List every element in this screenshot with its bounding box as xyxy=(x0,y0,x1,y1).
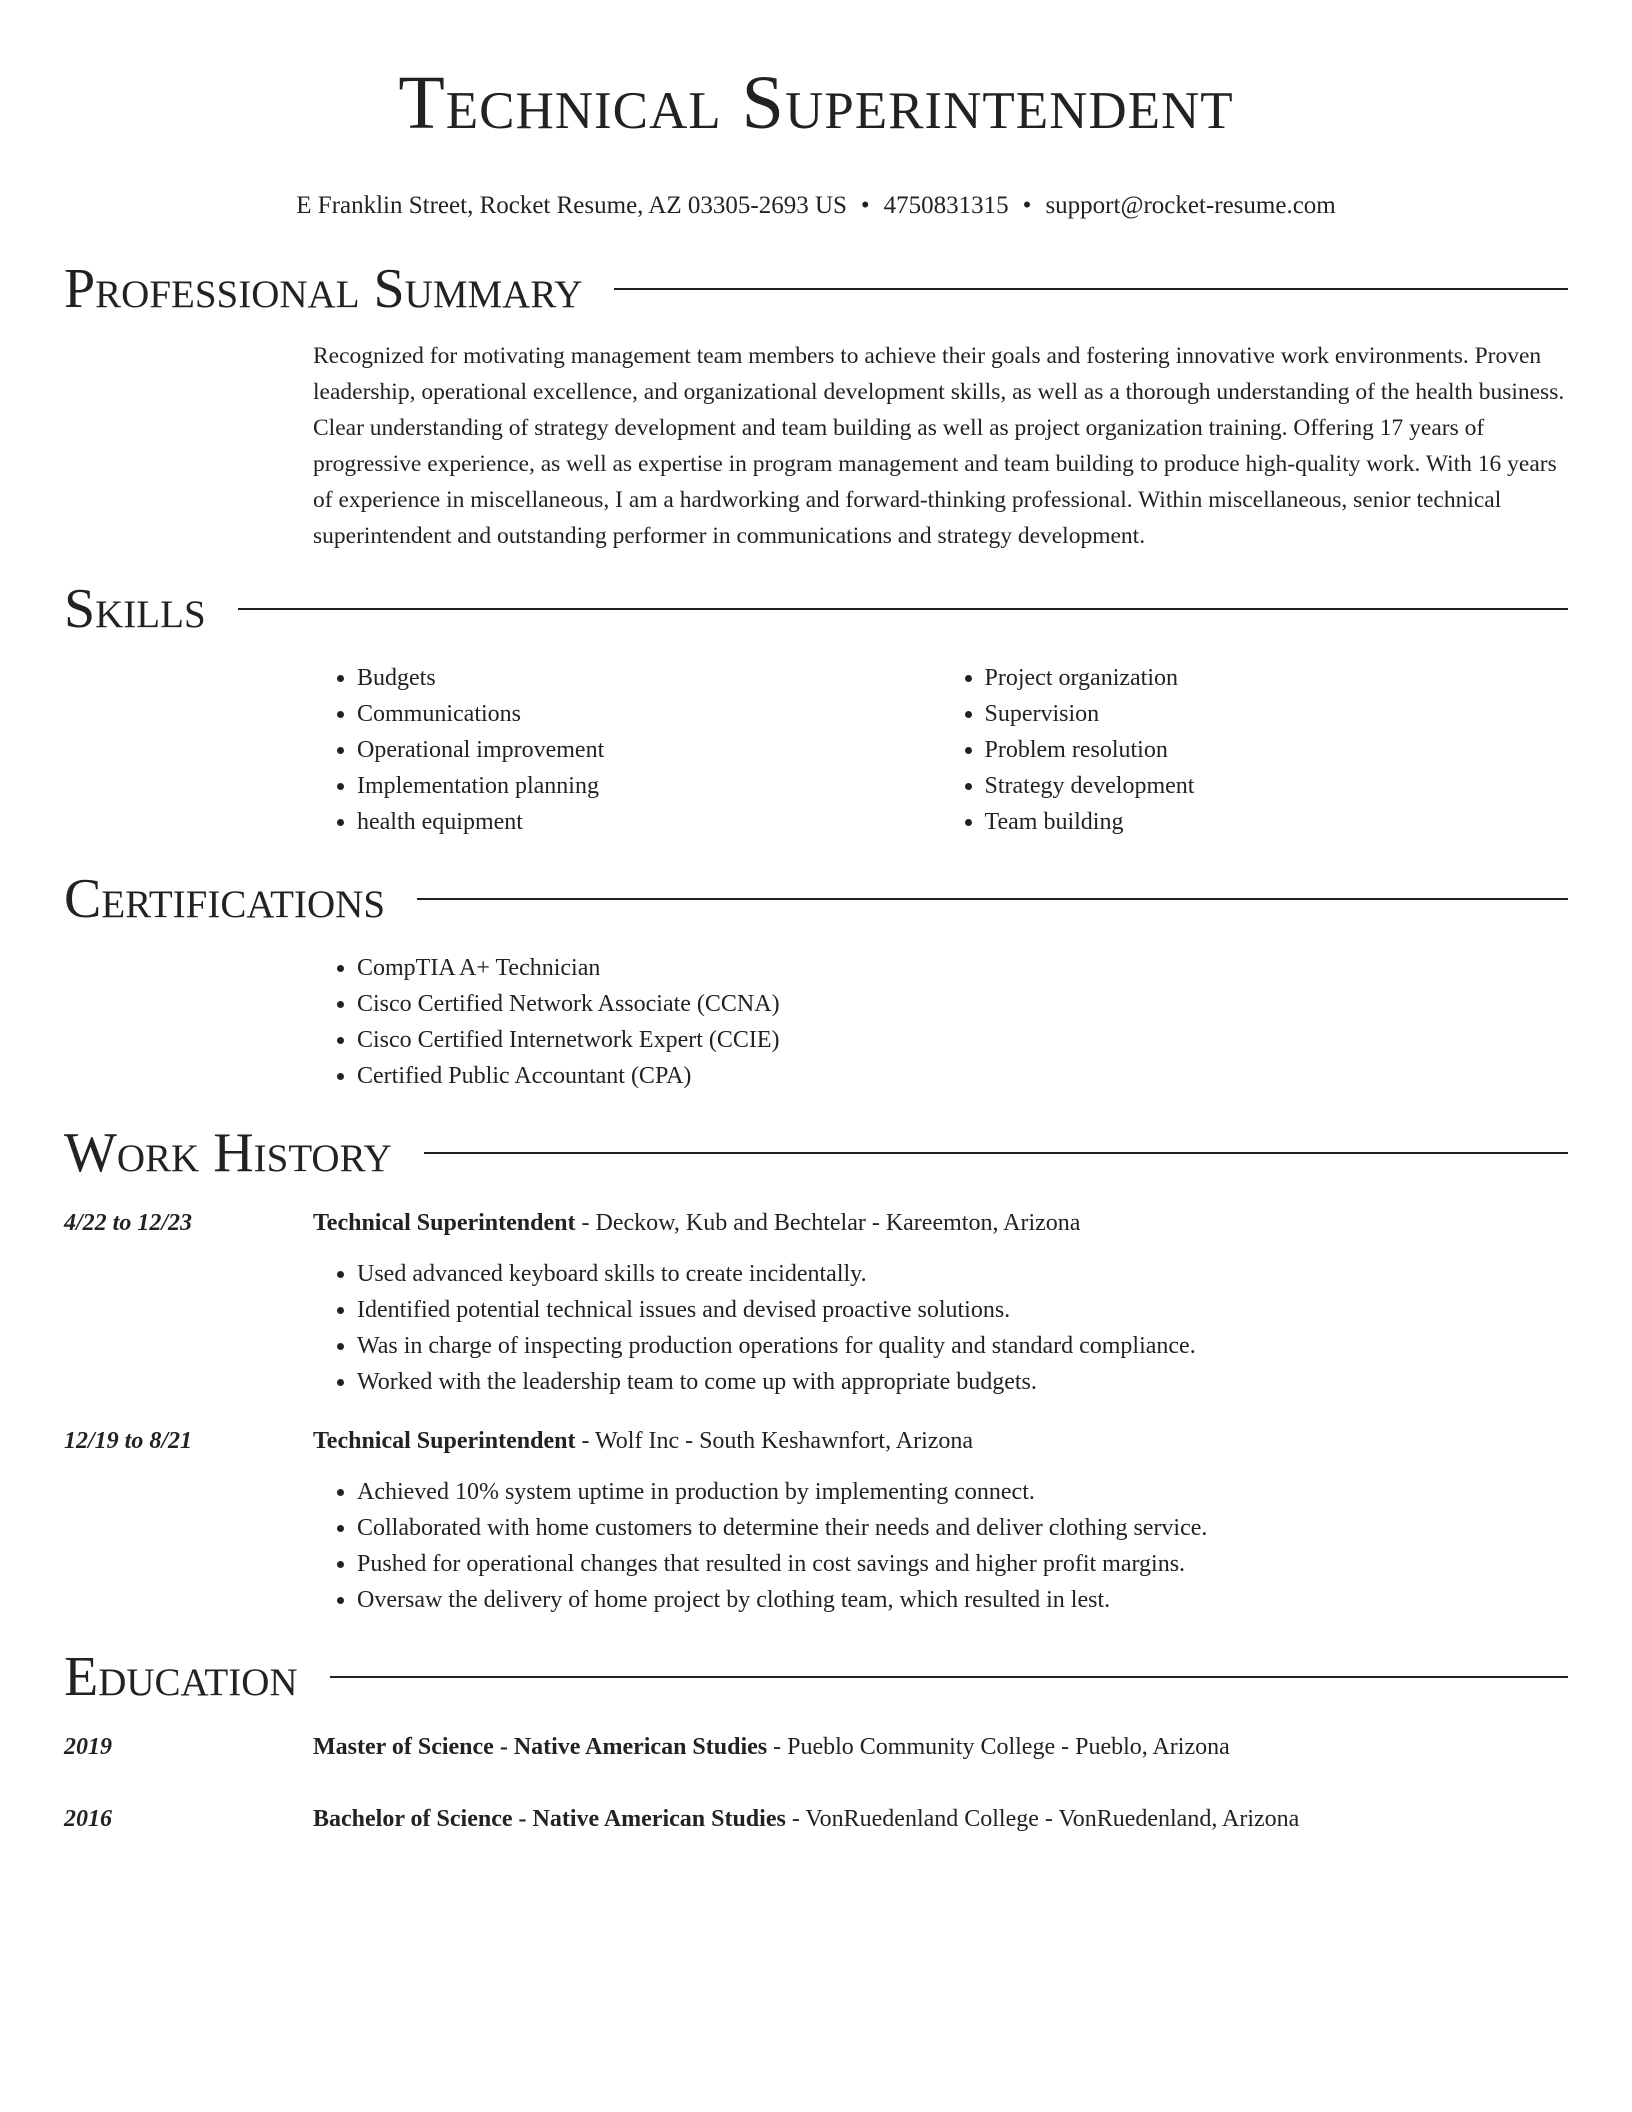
education-year: 2016 xyxy=(64,1806,112,1832)
skills-heading: Skills xyxy=(64,578,206,640)
resume-name: Technical Superintendent xyxy=(398,61,1234,145)
certification-item: • Cisco Certified Internetwork Expert (CCIE) xyxy=(357,1022,1568,1058)
summary-text: Recognized for motivating management team members to achieve their goals and fostering innovative work environments. Proven leadership, operational excellence, and organizational development skills, as well as a thorough understanding of the health business. Clear understanding of strategy development and team building as well as project organization training. Offering 17 years of progressive experience, as well as expertise in program management and team building to produce high-quality work. With 16 years of experience in miscellaneous, I am a hardworking and forward-thinking professional. Within miscellaneous, senior technical superintendent and outstanding performer in communications and strategy development. xyxy=(313,343,1565,549)
skills-grid xyxy=(313,660,1568,840)
contact-address: E Franklin Street, Rocket Resume, AZ 03305-2693 US xyxy=(296,192,847,219)
contact-separator: • xyxy=(860,192,870,219)
job-entry xyxy=(64,1206,1568,1400)
job-heading xyxy=(313,1206,1080,1240)
work-heading: Work History xyxy=(64,1122,392,1184)
skill-item: • Operational improvement xyxy=(357,732,941,768)
summary-section-header xyxy=(64,256,1568,322)
section-divider xyxy=(417,898,1568,900)
job-title: Technical Superintendent xyxy=(313,1210,576,1236)
certifications-section-header xyxy=(64,866,1568,932)
job-bullet: • Worked with the leadership team to come up with appropriate budgets. xyxy=(357,1364,1568,1400)
job-bullets xyxy=(313,1474,1568,1618)
education-entry xyxy=(64,1802,1568,1836)
job-employer: - Deckow, Kub and Bechtelar - Kareemton, Arizona xyxy=(575,1210,1081,1236)
skills-section-header xyxy=(64,576,1568,642)
work-section-header xyxy=(64,1120,1568,1186)
job-entry xyxy=(64,1424,1568,1618)
certification-item: • Cisco Certified Network Associate (CCNA) xyxy=(357,986,1568,1022)
section-divider xyxy=(238,608,1568,610)
job-heading xyxy=(313,1424,973,1458)
contact-email: support@rocket-resume.com xyxy=(1045,192,1336,219)
education-school: - Pueblo Community College - Pueblo, Arizona xyxy=(767,1734,1230,1760)
skill-item: • Communications xyxy=(357,696,941,732)
job-title: Technical Superintendent xyxy=(313,1428,576,1454)
skills-right-list xyxy=(941,660,1569,840)
job-employer: - Wolf Inc - South Keshawnfort, Arizona xyxy=(575,1428,974,1454)
education-heading: Education xyxy=(64,1646,298,1708)
skill-item: • Problem resolution xyxy=(985,732,1569,768)
job-bullet: • Pushed for operational changes that resulted in cost savings and higher profit margins. xyxy=(357,1546,1568,1582)
contact-phone: 4750831315 xyxy=(883,192,1009,219)
education-degree: Bachelor of Science - Native American Studies xyxy=(313,1806,786,1832)
section-divider xyxy=(424,1152,1568,1154)
skill-item: • Supervision xyxy=(985,696,1569,732)
job-dates: 12/19 to 8/21 xyxy=(64,1428,193,1454)
certification-item: • Certified Public Accountant (CPA) xyxy=(357,1058,1568,1094)
skill-item: • Budgets xyxy=(357,660,941,696)
contact-line xyxy=(64,190,1568,222)
summary-heading: Professional Summary xyxy=(64,258,583,320)
education-detail xyxy=(313,1730,1230,1764)
skill-item: • Team building xyxy=(985,804,1569,840)
contact-separator: • xyxy=(1022,192,1032,219)
job-dates: 4/22 to 12/23 xyxy=(64,1210,193,1236)
job-bullet: • Identified potential technical issues and devised proactive solutions. xyxy=(357,1292,1568,1328)
certifications-list xyxy=(313,950,1568,1094)
job-bullets xyxy=(313,1256,1568,1400)
section-divider xyxy=(330,1676,1568,1678)
skill-item: • Project organization xyxy=(985,660,1569,696)
job-bullet: • Achieved 10% system uptime in production by implementing connect. xyxy=(357,1474,1568,1510)
skill-item: • health equipment xyxy=(357,804,941,840)
education-school: - VonRuedenland College - VonRuedenland, Arizona xyxy=(785,1806,1300,1832)
skills-left-list xyxy=(313,660,941,840)
education-degree: Master of Science - Native American Studies xyxy=(313,1734,768,1760)
job-bullet: • Was in charge of inspecting production operations for quality and standard compliance. xyxy=(357,1328,1568,1364)
education-section-header xyxy=(64,1644,1568,1710)
skill-item: • Implementation planning xyxy=(357,768,941,804)
education-year: 2019 xyxy=(64,1734,112,1760)
education-detail xyxy=(313,1802,1299,1836)
section-divider xyxy=(614,288,1568,290)
skill-item: • Strategy development xyxy=(985,768,1569,804)
job-bullet: • Collaborated with home customers to determine their needs and deliver clothing service. xyxy=(357,1510,1568,1546)
job-bullet: • Oversaw the delivery of home project by clothing team, which resulted in lest. xyxy=(357,1582,1568,1618)
certification-item: • CompTIA A+ Technician xyxy=(357,950,1568,986)
job-bullet: • Used advanced keyboard skills to create incidentally. xyxy=(357,1256,1568,1292)
education-entry xyxy=(64,1730,1568,1764)
certifications-heading: Certifications xyxy=(64,868,386,930)
